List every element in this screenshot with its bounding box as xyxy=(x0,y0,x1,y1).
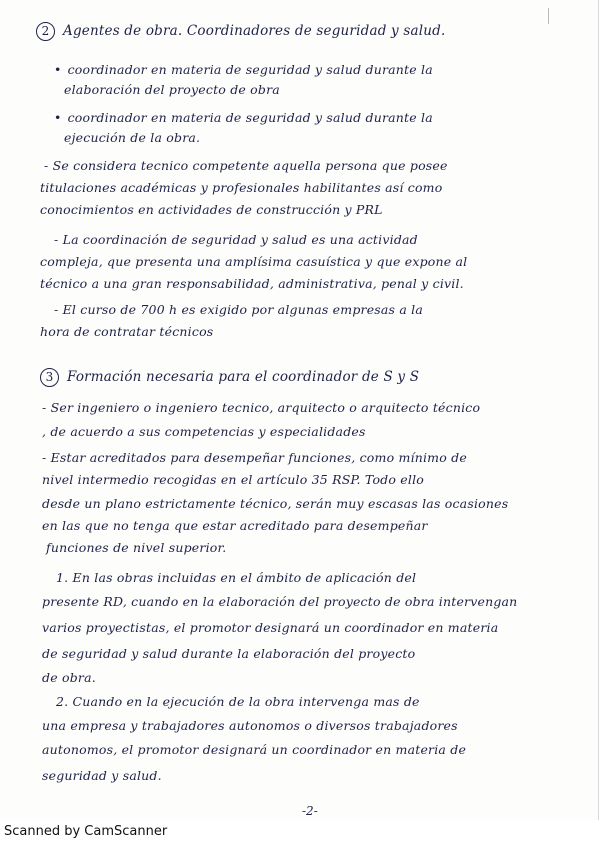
text-line: - Estar acreditados para desempeñar funciones, como mínimo de xyxy=(42,450,467,465)
text-line: hora de contratar técnicos xyxy=(40,324,214,339)
text-line: una empresa y trabajadores autonomos o diversos trabajadores xyxy=(42,718,458,733)
text-line: nivel intermedio recogidas en el artículo 35 RSP. Todo ello xyxy=(42,472,424,487)
text-line: - Ser ingeniero o ingeniero tecnico, arquitecto o arquitecto técnico xyxy=(42,400,481,415)
text-line: en las que no tenga que estar acreditado para desempeñar xyxy=(42,518,428,533)
text-line: de seguridad y salud durante la elaboración del proyecto xyxy=(42,646,416,661)
page-edge-mark xyxy=(548,8,553,24)
bullet-dot-icon: • xyxy=(54,110,62,125)
text-line: funciones de nivel superior. xyxy=(46,540,227,555)
text-line: desde un plano estrictamente técnico, serán muy escasas las ocasiones xyxy=(42,496,509,511)
text-line: - El curso de 700 h es exigido por algunas empresas a la xyxy=(54,302,424,317)
section-number-circle: 3 xyxy=(40,368,59,387)
section-number-circle: 2 xyxy=(36,22,55,41)
text-line: elaboración del proyecto de obra xyxy=(64,82,280,97)
text-line: ejecución de la obra. xyxy=(64,130,201,145)
text-line: , de acuerdo a sus competencias y especialidades xyxy=(42,424,366,439)
list-item: 1. En las obras incluidas en el ámbito de aplicación del xyxy=(56,570,417,585)
page-number: -2- xyxy=(302,804,318,818)
text-line: compleja, que presenta una amplísima casuística y que expone al xyxy=(40,254,468,269)
section-2-heading xyxy=(36,22,445,41)
text-line: coordinador en materia de seguridad y salud durante la xyxy=(67,110,433,125)
text-line: técnico a una gran responsabilidad, administrativa, penal y civil. xyxy=(40,276,464,291)
list-item: 2. Cuando en la ejecución de la obra intervenga mas de xyxy=(56,694,420,709)
section-2-title: Agentes de obra. Coordinadores de seguridad y salud. xyxy=(63,23,446,39)
text-line: autonomos, el promotor designará un coordinador en materia de xyxy=(42,742,467,757)
bullet-line xyxy=(54,62,433,77)
text-line: de obra. xyxy=(42,670,96,685)
bullet-dot-icon: • xyxy=(54,62,62,77)
bullet-line xyxy=(54,110,433,125)
text-line: varios proyectistas, el promotor designará un coordinador en materia xyxy=(42,620,499,635)
scanner-footer: Scanned by CamScanner xyxy=(4,824,168,839)
text-line: presente RD, cuando en la elaboración del proyecto de obra intervengan xyxy=(42,594,518,609)
section-3-heading xyxy=(40,368,419,387)
text-line: - La coordinación de seguridad y salud es una actividad xyxy=(54,232,418,247)
text-line: titulaciones académicas y profesionales habilitantes así como xyxy=(40,180,443,195)
text-line: seguridad y salud. xyxy=(42,768,162,783)
text-line: conocimientos en actividades de construcción y PRL xyxy=(40,202,383,217)
section-3-title: Formación necesaria para el coordinador de S y S xyxy=(67,369,420,385)
text-line: - Se considera tecnico competente aquella persona que posee xyxy=(44,158,448,173)
text-line: coordinador en materia de seguridad y salud durante la xyxy=(67,62,433,77)
